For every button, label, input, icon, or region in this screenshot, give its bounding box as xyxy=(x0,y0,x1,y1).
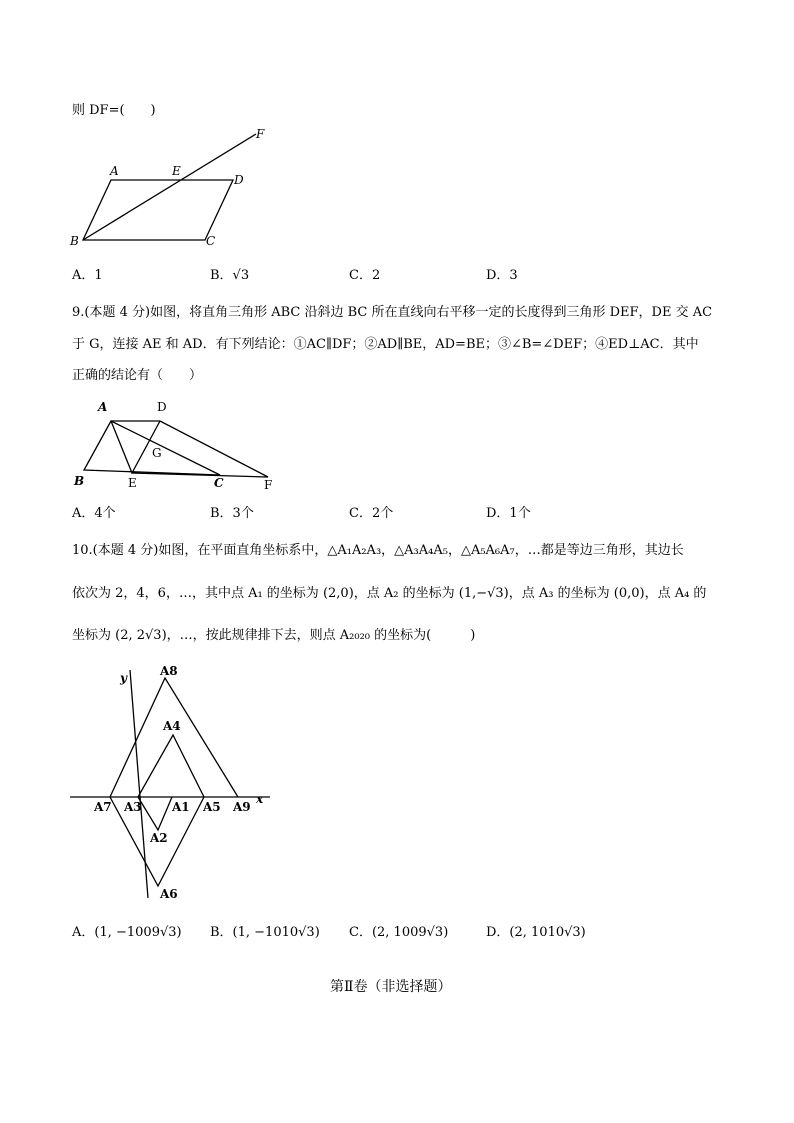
q8-label-C: C xyxy=(206,234,216,248)
q9-label-E: E xyxy=(128,476,137,490)
q10-label-A7: A7 xyxy=(94,800,112,814)
q10-label-A3: A3 xyxy=(124,800,142,814)
q10-label-y: y xyxy=(120,671,127,685)
q8-option-d: D．3 xyxy=(486,268,518,283)
q9-line-2: 于 G，连接 AE 和 AD．有下列结论：①AC∥DF；②AD∥BE，AD=BE；③∠B=∠DEF；④ED⊥AC．其中 xyxy=(72,337,699,352)
q9-label-D: D xyxy=(157,400,167,414)
q9-label-B: B xyxy=(74,474,85,488)
q9-figure-translated-triangles xyxy=(72,397,282,493)
q10-label-A6: A6 xyxy=(160,887,178,901)
q8-label-E: E xyxy=(172,164,181,178)
q10-line-1: 10.(本题 4 分)如图，在平面直角坐标系中，△A₁A₂A₃，△A₃A₄A₅，△A₅A₆A₇，…都是等边三角形，其边长 xyxy=(72,543,684,558)
q8-option-a: A．1 xyxy=(72,268,103,283)
q9-label-C: C xyxy=(214,476,224,490)
section-title: 第Ⅱ卷（非选择题） xyxy=(330,979,452,995)
q9-label-A: A xyxy=(98,400,108,414)
q9-option-d: D．1个 xyxy=(486,506,531,521)
q10-option-b: B．(1, −1010√3) xyxy=(210,925,320,940)
q10-label-A8: A8 xyxy=(160,664,178,678)
q9-line-3: 正确的结论有（ ） xyxy=(72,368,203,383)
q10-figure-equilateral-triangles xyxy=(70,660,280,905)
q10-label-x: x xyxy=(256,792,264,806)
q10-label-A9: A9 xyxy=(233,800,251,814)
q9-option-c: C．2个 xyxy=(349,506,394,521)
q10-label-A2: A2 xyxy=(150,831,168,845)
q8-stem-tail: 则 DF=( ) xyxy=(72,103,156,118)
q9-line-1: 9.(本题 4 分)如图，将直角三角形 ABC 沿斜边 BC 所在直线向右平移一定的长度得到三角形 DEF，DE 交 AC xyxy=(72,305,713,320)
q10-line-3: 坐标为 (2, 2√3)，…，按此规律排下去，则点 A₂₀₂₀ 的坐标为( ) xyxy=(72,628,476,643)
q10-label-A5: A5 xyxy=(203,800,221,814)
q9-option-b: B．3个 xyxy=(210,506,254,521)
q10-option-c: C．(2, 1009√3) xyxy=(349,925,449,940)
q10-line-2: 依次为 2，4，6，…，其中点 A₁ 的坐标为 (2,0)，点 A₂ 的坐标为 (1,−√3)，点 A₃ 的坐标为 (0,0)，点 A₄ 的 xyxy=(72,586,707,601)
q10-option-a: A．(1, −1009√3) xyxy=(72,925,182,940)
q9-option-a: A．4个 xyxy=(72,506,116,521)
q8-label-B: B xyxy=(70,234,79,248)
q10-label-A4: A4 xyxy=(163,719,181,733)
q8-label-F: F xyxy=(256,127,265,141)
q10-option-d: D．(2, 1010√3) xyxy=(486,925,586,940)
q8-option-b: B．√3 xyxy=(210,268,250,283)
q8-label-D: D xyxy=(234,173,244,187)
q10-label-A1: A1 xyxy=(172,800,190,814)
q8-option-c: C．2 xyxy=(349,268,381,283)
q8-figure-parallelogram xyxy=(66,126,276,252)
q9-label-G: G xyxy=(152,446,162,460)
q9-label-F: F xyxy=(264,478,273,492)
q8-label-A: A xyxy=(110,164,119,178)
